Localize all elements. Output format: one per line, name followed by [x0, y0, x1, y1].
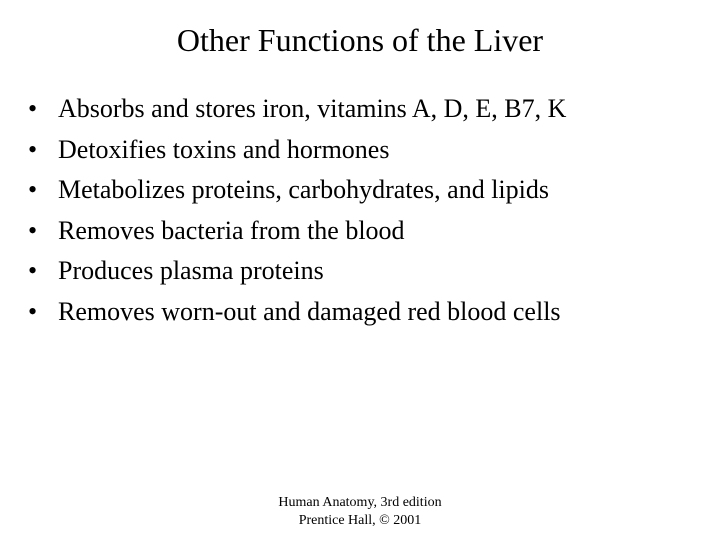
bullet-marker: • [28, 175, 38, 204]
bullet-marker: • [28, 256, 38, 285]
bullet-marker: • [28, 94, 38, 123]
bullet-marker: • [28, 215, 38, 245]
slide-title: Other Functions of the Liver [176, 22, 544, 58]
bullet-text: Metabolizes proteins, carbohydrates, and lipids [58, 175, 549, 204]
bullet-marker: • [28, 296, 38, 326]
bullet-text: Removes worn-out and damaged red blood cells [58, 296, 561, 326]
footer-publisher: Prentice Hall, © 2001 [298, 513, 422, 528]
bullet-marker: • [28, 134, 38, 164]
slide-footer [0, 494, 720, 530]
bullet-text: Produces plasma proteins [58, 256, 324, 285]
bullet-text: Absorbs and stores iron, vitamins A, D, E, B7, K [58, 94, 567, 123]
bullet-text: Detoxifies toxins and hormones [58, 134, 390, 164]
bullet-text: Removes bacteria from the blood [58, 215, 405, 245]
footer-edition: Human Anatomy, 3rd edition [278, 495, 442, 510]
